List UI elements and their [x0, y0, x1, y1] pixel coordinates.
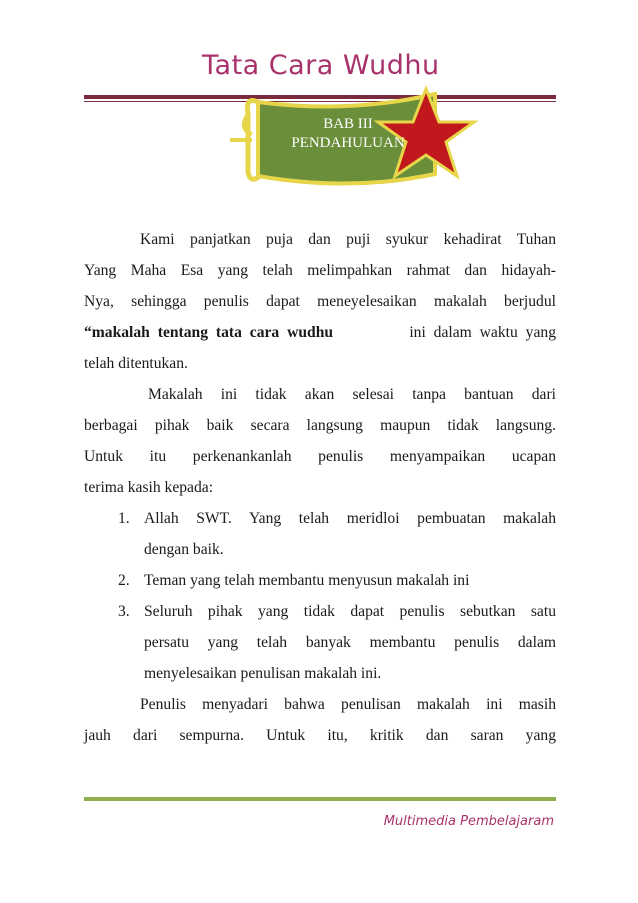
chapter-number: BAB III — [323, 116, 373, 132]
text-line: Untuk itu perkenankanlah penulis menyampaikan ucapan — [84, 448, 556, 465]
list-text: Teman yang telah membantu menyusun makalah ini — [144, 572, 470, 589]
list-item: 3. Seluruh pihak yang tidak dapat penulis sebutkan satu — [118, 603, 556, 620]
text-line: terima kasih kepada: — [84, 479, 214, 496]
text-line: jauh dari sempurna. Untuk itu, kritik dan saran yang — [84, 727, 556, 744]
text-line — [84, 317, 556, 348]
text-line: Makalah ini tidak akan selesai tanpa bantuan dari — [148, 386, 556, 403]
page-header-title: Tata Cara Wudhu — [202, 50, 440, 81]
body-text — [84, 224, 556, 751]
list-item: 2. Teman yang telah membantu menyusun makalah ini — [118, 572, 470, 589]
text-fragment: ini dalam waktu yang — [409, 324, 556, 341]
text-line: Nya, sehingga penulis dapat meneyelesaikan makalah berjudul — [84, 293, 556, 310]
text-line: Penulis menyadari bahwa penulisan makalah ini masih — [140, 696, 556, 713]
list-item-continued: persatu yang telah banyak membantu penulis dalam — [144, 634, 556, 651]
list-item-continued: dengan baik. — [144, 541, 224, 558]
text-line: Kami panjatkan puja dan puji syukur kehadirat Tuhan — [140, 231, 556, 248]
list-item: 1. Allah SWT. Yang telah meridloi pembuatan makalah — [118, 510, 556, 527]
text-line: telah ditentukan. — [84, 355, 188, 372]
text-line: Yang Maha Esa yang telah melimpahkan rahmat dan hidayah- — [84, 262, 556, 279]
footer-rule — [84, 797, 556, 801]
chapter-title: PENDAHULUAN — [291, 135, 405, 151]
list-item-continued: menyelesaikan penulisan makalah ini. — [144, 665, 382, 682]
footer-text: Multimedia Pembelajaram — [383, 814, 554, 829]
chapter-banner-text — [278, 115, 418, 153]
text-line: berbagai pihak baik secara langsung maupun tidak langsung. — [84, 417, 556, 434]
list-text: Allah SWT. Yang telah meridloi pembuatan makalah — [144, 510, 556, 527]
list-text: Seluruh pihak yang tidak dapat penulis sebutkan satu — [144, 603, 556, 620]
bold-title-phrase: “makalah tentang tata cara wudhu — [84, 324, 334, 341]
